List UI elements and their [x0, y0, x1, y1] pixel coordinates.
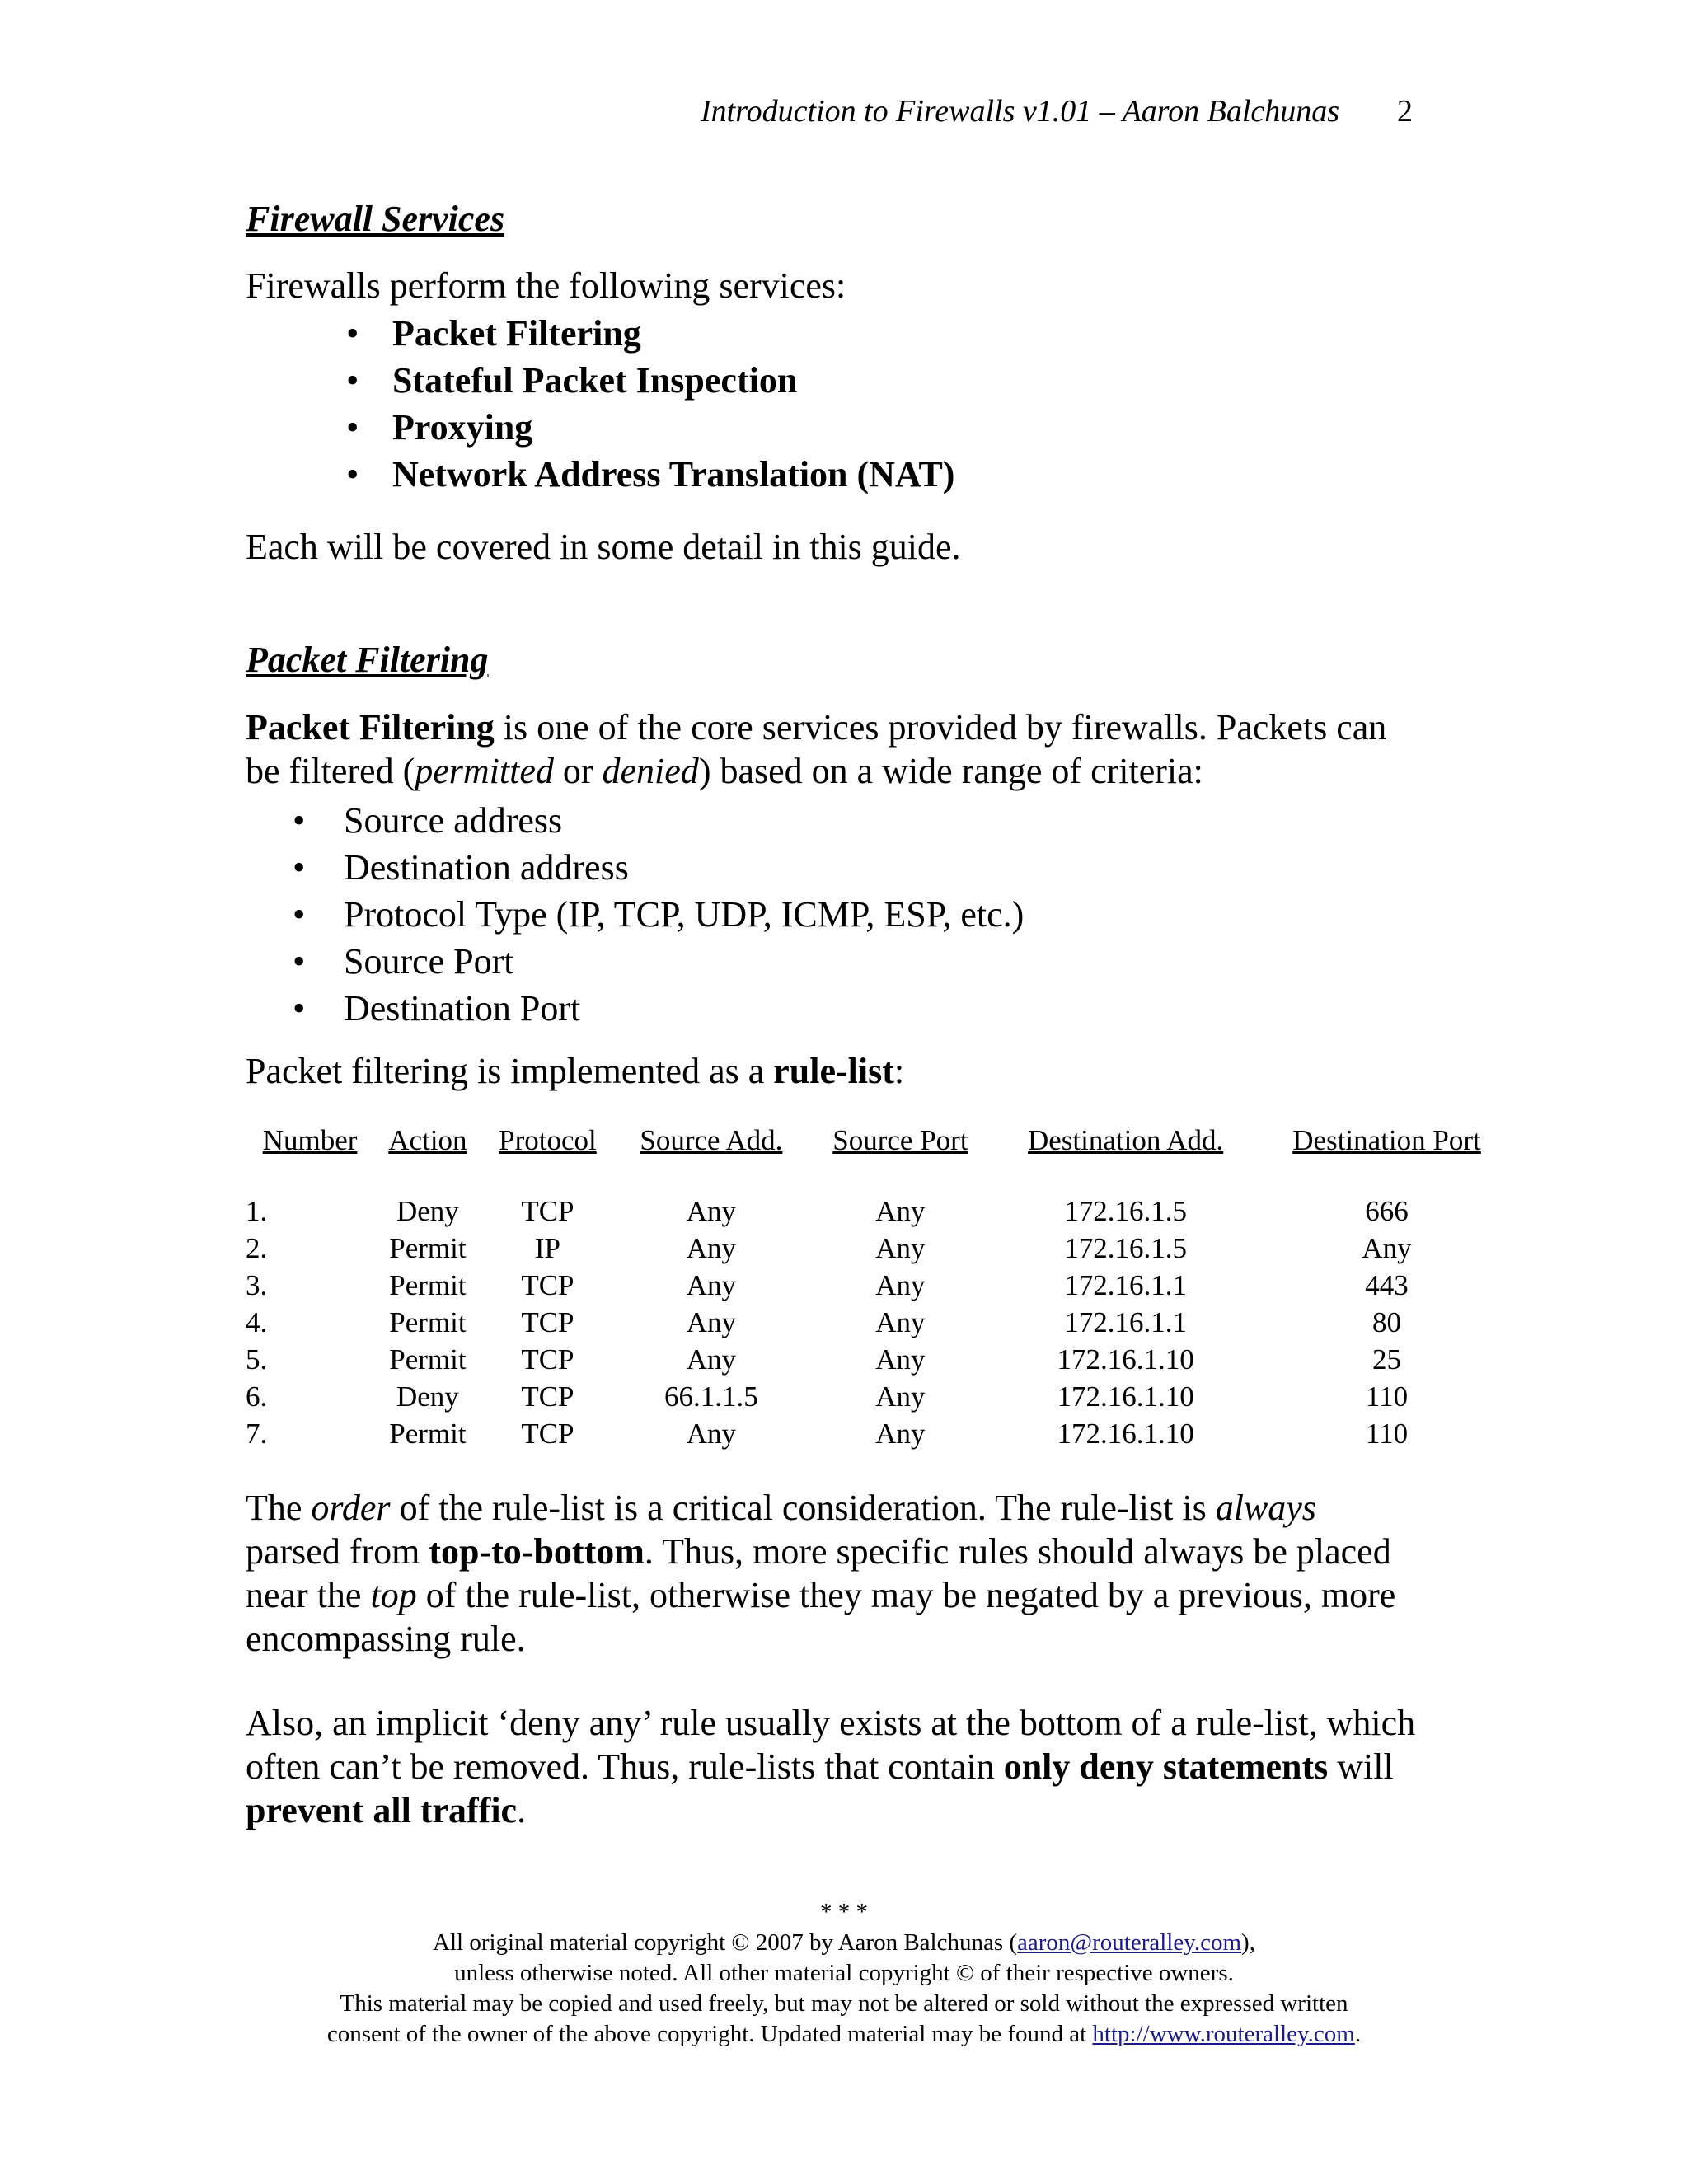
footer-line-1: All original material copyright © 2007 by Aaron Balchunas (aaron@routeralley.com),: [433, 1929, 1255, 1956]
bullet-icon: •: [293, 847, 306, 888]
table-cell: TCP: [521, 1305, 574, 1338]
table-cell: TCP: [521, 1417, 574, 1450]
services-closing: Each will be covered in some detail in this guide.: [246, 527, 961, 567]
table-cell: Permit: [389, 1268, 467, 1301]
table-row: [246, 1304, 1515, 1341]
table-cell: Any: [686, 1343, 737, 1376]
footer-line-2: unless otherwise noted. All other material copyright © of their respective owners.: [454, 1960, 1234, 1986]
table-cell: Permit: [389, 1305, 467, 1338]
table-cell: 172.16.1.10: [1057, 1417, 1194, 1450]
table-cell: TCP: [521, 1268, 574, 1301]
rule-list-table: [246, 1118, 1515, 1452]
table-cell: 4.: [246, 1305, 268, 1338]
column-header: Number: [262, 1124, 358, 1156]
table-cell: Any: [875, 1380, 926, 1413]
table-cell: 172.16.1.5: [1064, 1194, 1187, 1227]
bullet-icon: •: [293, 988, 306, 1029]
rule-list-body: [246, 1193, 1515, 1452]
email-link[interactable]: aaron@routeralley.com: [1017, 1929, 1242, 1956]
column-header: Protocol: [499, 1124, 597, 1156]
table-cell: 172.16.1.1: [1064, 1305, 1187, 1338]
table-cell: 110: [1365, 1380, 1409, 1413]
bullet-icon: •: [293, 800, 306, 841]
page-number: 2: [1397, 94, 1413, 129]
packet-filtering-paragraph: Packet Filtering is one of the core services provided by firewalls. Packets can be filtered (permitted or denied) based on a wide range of criteria:: [246, 707, 1387, 791]
column-header: Source Port: [832, 1124, 968, 1156]
running-header: [701, 93, 1426, 129]
implicit-deny-paragraph: Also, an implicit ‘deny any’ rule usually exists at the bottom of a rule-list, which often can’t be removed. Thus, rule-lists that contain only deny statements will prevent all traffic.: [246, 1703, 1416, 1830]
table-cell: 172.16.1.10: [1057, 1380, 1194, 1413]
table-cell: Any: [875, 1268, 926, 1301]
header-title: Introduction to Firewalls v1.01 – Aaron Balchunas: [701, 94, 1340, 129]
table-cell: Permit: [389, 1231, 467, 1264]
bullet-icon: •: [293, 941, 306, 982]
table-cell: Any: [686, 1305, 737, 1338]
table-row: [246, 1378, 1515, 1415]
table-cell: 666: [1365, 1194, 1409, 1227]
bullet-icon: •: [346, 454, 359, 494]
services-intro: Firewalls perform the following services:: [246, 265, 846, 306]
table-cell: 110: [1365, 1417, 1409, 1450]
table-cell: 5.: [246, 1343, 268, 1376]
table-cell: Any: [686, 1417, 737, 1450]
table-row: [246, 1193, 1515, 1230]
table-cell: Any: [875, 1231, 926, 1264]
table-cell: Deny: [396, 1380, 459, 1413]
table-cell: Permit: [389, 1343, 467, 1376]
column-header: Source Add.: [640, 1124, 783, 1156]
table-row: [246, 1341, 1515, 1378]
table-cell: Any: [1362, 1231, 1412, 1264]
table-cell: 443: [1365, 1268, 1409, 1301]
table-cell: 7.: [246, 1417, 268, 1450]
table-cell: 172.16.1.1: [1064, 1268, 1187, 1301]
column-header: Destination Port: [1292, 1124, 1481, 1156]
table-row: [246, 1230, 1515, 1267]
table-cell: Permit: [389, 1417, 467, 1450]
footer-line-3: This material may be copied and used freely, but may not be altered or sold without the expressed written: [340, 1990, 1348, 2017]
table-cell: Any: [875, 1194, 926, 1227]
bullet-icon: •: [346, 313, 359, 354]
table-cell: Any: [686, 1194, 737, 1227]
table-cell: 2.: [246, 1231, 268, 1264]
table-cell: 80: [1372, 1305, 1402, 1338]
table-cell: 172.16.1.10: [1057, 1343, 1194, 1376]
footer-line-4: consent of the owner of the above copyright. Updated material may be found at http://www.routeralley.com.: [326, 2021, 1362, 2047]
rulelist-intro: Packet filtering is implemented as a rule-list:: [246, 1051, 905, 1091]
copyright-footer: [165, 1897, 1523, 2050]
footer-stars: * * *: [820, 1899, 868, 1925]
table-row: [246, 1267, 1515, 1304]
website-link[interactable]: http://www.routeralley.com: [1092, 2021, 1355, 2047]
order-paragraph: The order of the rule-list is a critical consideration. The rule-list is always parsed from top-to-bottom. Thus, more specific rules should always be placed near the top of the rule-list, otherwise they may be negated by a previous, more encompassing rule.: [246, 1488, 1396, 1659]
table-header-row: [246, 1118, 1515, 1193]
table-row: [246, 1415, 1515, 1452]
table-cell: 1.: [246, 1194, 268, 1227]
table-cell: IP: [534, 1231, 560, 1264]
table-cell: 66.1.1.5: [664, 1380, 758, 1413]
table-cell: TCP: [521, 1343, 574, 1376]
table-cell: 25: [1372, 1343, 1402, 1376]
document-page: Introduction to Firewalls v1.01 – Aaron Balchunas 2 Firewall Services Firewalls perform the following services: • Packet Filtering • Stateful Packet Inspection • Proxying • Network Address Translation (NAT) Each will be covered in some detail in this guide. Packet Filtering Packet Filtering is one of the core services provided by firewalls. Packets can be filtered (permitted or denied) based on a wide range of criteria: • Source address • Destination address • Protocol Type (IP, TCP, UDP, ICMP, ESP, etc.) • Source Port • Destination Port Packet filtering is implemented as a rule-list: Number Action Protocol Source Add. Source Port Destination Add. Destination Port 1. Deny TCP Any Any 172.16.1.5 666 2. Permit IP Any Any 172.16.1.5 Any 3. Permit TCP Any Any 172.16.1.1 443 4. Permit TCP Any Any 172.16.1.1 80 5. Permit TCP Any Any 172.16.1.10 25 6. Deny TCP 66.1.1.5 Any 172.16.1.10 110 7. Permit TCP Any Any 172.16.1.10 110 The order of the rule-list is a critical consideration. The rule-list is always parsed from top-to-bottom. Thus, more specific rules should always be placed near the top of the rule-list, otherwise they may be negated by a previous, more encompassing rule. Also, an implicit ‘deny any’ rule usually exists at the bottom of a rule-list, which often can’t be removed. Thus, rule-lists that contain only deny statements will prevent all traffic. * * * All original material copyright © 2007 by Aaron Balchunas (aaron@routeralley.com), unless otherwise noted. All other material copyright © of their respective owners. This material may be copied and used freely, but may not be altered or sold without the expressed written consent of the owner of the above copyright. Updated material may be found at http://www.routeralley.com.: [0, 0, 1688, 2184]
table-cell: Any: [875, 1417, 926, 1450]
heading-firewall-services: Firewall Services: [246, 199, 505, 239]
table-cell: 6.: [246, 1380, 268, 1413]
table-cell: 3.: [246, 1268, 268, 1301]
table-cell: 172.16.1.5: [1064, 1231, 1187, 1264]
column-header: Action: [388, 1124, 467, 1156]
table-cell: TCP: [521, 1380, 574, 1413]
bullet-icon: •: [293, 894, 306, 935]
column-header: Destination Add.: [1028, 1124, 1224, 1156]
table-cell: Any: [875, 1305, 926, 1338]
table-cell: Any: [686, 1231, 737, 1264]
heading-packet-filtering: Packet Filtering: [246, 640, 489, 680]
table-cell: Any: [686, 1268, 737, 1301]
bullet-icon: •: [346, 407, 359, 448]
table-cell: TCP: [521, 1194, 574, 1227]
bullet-icon: •: [346, 360, 359, 401]
table-cell: Deny: [396, 1194, 459, 1227]
table-cell: Any: [875, 1343, 926, 1376]
